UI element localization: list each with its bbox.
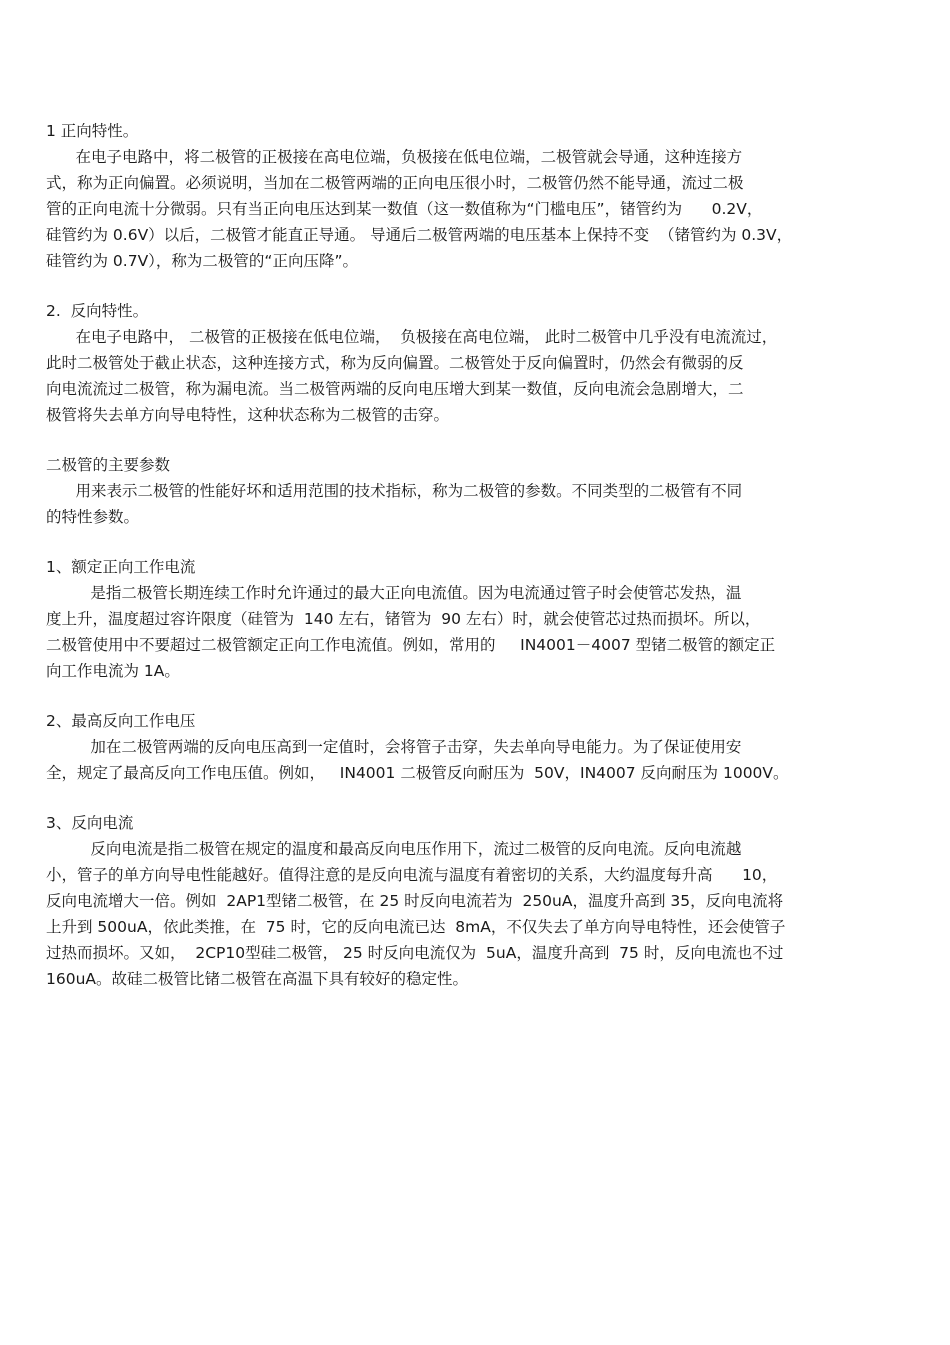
paragraph-line: 160uA。故硅二极管比锗二极管在高温下具有较好的稳定性。	[46, 970, 469, 988]
paragraph-line: 反向电流增大一倍。例如 2AP1型锗二极管，在 25 时反向电流若为 250uA，温度升高到 35，反向电流将	[46, 892, 784, 910]
section-reverse-characteristic	[46, 298, 906, 428]
section-max-reverse-voltage	[46, 708, 906, 786]
paragraph-line: 在电子电路中， 二极管的正极接在低电位端， 负极接在高电位端， 此时二极管中几乎没有电流流过，	[46, 328, 778, 346]
paragraph-line: 的特性参数。	[46, 508, 140, 526]
paragraph-line: 此时二极管处于截止状态，这种连接方式，称为反向偏置。二极管处于反向偏置时，仍然会有微弱的反	[46, 354, 744, 372]
paragraph-line: 上升到 500uA，依此类推，在 75 时，它的反向电流已达 8mA，不仅失去了单方向导电特性，还会使管子	[46, 918, 786, 936]
section-spacer	[46, 684, 906, 708]
paragraph-line: 用来表示二极管的性能好坏和适用范围的技术指标，称为二极管的参数。不同类型的二极管有不同	[46, 482, 743, 500]
section-spacer	[46, 274, 906, 298]
paragraph-line: 过热而损坏。又如， 2CP10型硅二极管， 25 时反向电流仅为 5uA，温度升高到 75 时，反向电流也不过	[46, 944, 784, 962]
paragraph-line: 式，称为正向偏置。必须说明，当加在二极管两端的正向电压很小时，二极管仍然不能导通，流过二极	[46, 174, 744, 192]
paragraph-line: 小，管子的单方向导电性能越好。值得注意的是反向电流与温度有着密切的关系，大约温度每升高 10，	[46, 866, 778, 884]
paragraph-line: 管的正向电流十分微弱。只有当正向电压达到某一数值（这一数值称为“门槛电压”，锗管约为 0.2V，	[46, 200, 763, 218]
paragraph-line: 度上升，温度超过容许限度（硅管为 140 左右，锗管为 90 左右）时，就会使管芯过热而损坏。所以，	[46, 610, 761, 628]
section-heading: 3、反向电流	[46, 814, 134, 832]
paragraph-line: 向电流流过二极管，称为漏电流。当二极管两端的反向电压增大到某一数值，反向电流会急剧增大，二	[46, 380, 744, 398]
document-page	[46, 118, 906, 992]
section-spacer	[46, 428, 906, 452]
paragraph-line: 硅管约为 0.7V），称为二极管的“正向压降”。	[46, 252, 358, 270]
paragraph-line: 极管将失去单方向导电特性，这种状态称为二极管的击穿。	[46, 406, 450, 424]
section-reverse-current	[46, 810, 906, 992]
section-spacer	[46, 786, 906, 810]
paragraph-line: 在电子电路中，将二极管的正极接在高电位端，负极接在低电位端，二极管就会导通，这种连接方	[46, 148, 743, 166]
paragraph-line: 加在二极管两端的反向电压高到一定值时，会将管子击穿，失去单向导电能力。为了保证使用安	[46, 738, 742, 756]
paragraph-line: 反向电流是指二极管在规定的温度和最高反向电压作用下，流过二极管的反向电流。反向电流越	[46, 840, 742, 858]
paragraph-line: 二极管使用中不要超过二极管额定正向工作电流值。例如，常用的 IN4001－4007 型锗二极管的额定正	[46, 636, 776, 654]
section-heading: 1、额定正向工作电流	[46, 558, 196, 576]
section-main-parameters	[46, 452, 906, 530]
paragraph-line: 是指二极管长期连续工作时允许通过的最大正向电流值。因为电流通过管子时会使管芯发热，温	[46, 584, 742, 602]
paragraph-line: 向工作电流为 1A。	[46, 662, 180, 680]
section-heading: 二极管的主要参数	[46, 456, 171, 474]
section-forward-characteristic	[46, 118, 906, 274]
section-heading: 2. 反向特性。	[46, 302, 149, 320]
section-spacer	[46, 530, 906, 554]
section-heading: 1 正向特性。	[46, 122, 139, 140]
paragraph-line: 硅管约为 0.6V）以后，二极管才能直正导通。 导通后二极管两端的电压基本上保持不变 （锗管约为 0.3V，	[46, 226, 793, 244]
section-heading: 2、最高反向工作电压	[46, 712, 196, 730]
paragraph-line: 全，规定了最高反向工作电压值。例如， IN4001 二极管反向耐压为 50V，IN4007 反向耐压为 1000V。	[46, 764, 789, 782]
section-rated-forward-current	[46, 554, 906, 684]
